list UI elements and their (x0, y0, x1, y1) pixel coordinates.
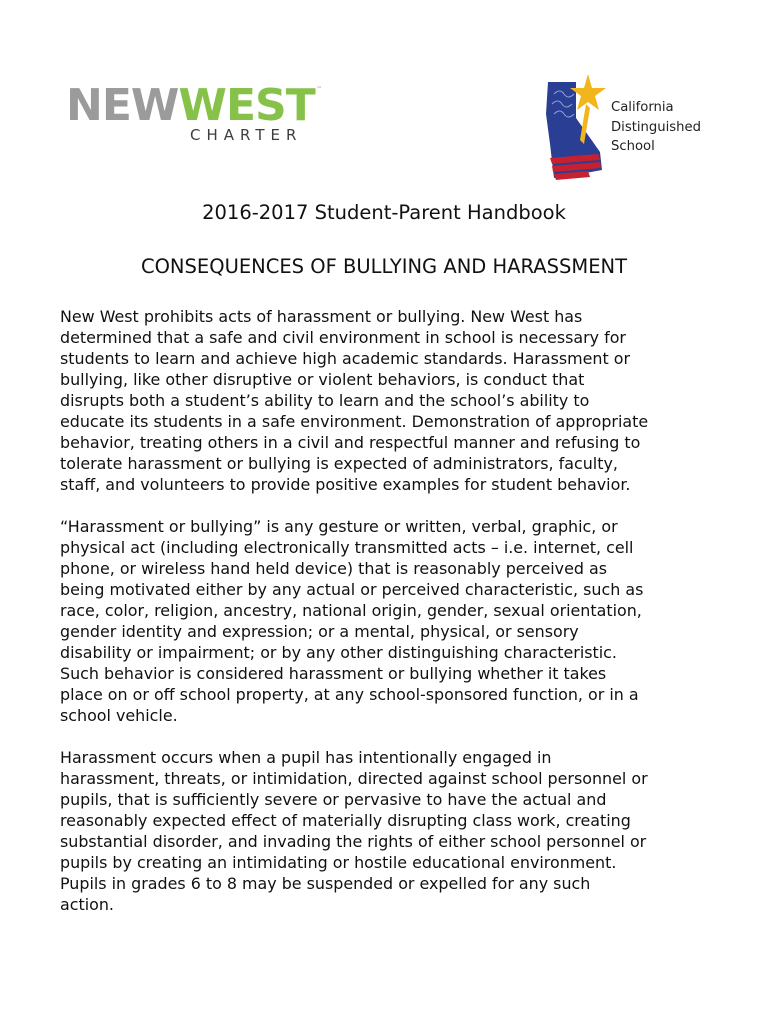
text-line: tolerate harassment or bullying is expected of administrators, faculty, (60, 454, 618, 473)
text-line: phone, or wireless hand held device) that is reasonably perceived as (60, 559, 608, 578)
text-line: bullying, like other disruptive or violent behaviors, is conduct that (60, 370, 585, 389)
text-line: pupils, that is sufficiently severe or pervasive to have the actual and (60, 790, 607, 809)
text-line: Such behavior is considered harassment or bullying whether it takes (60, 664, 607, 683)
text-line: harassment, threats, or intimidation, directed against school personnel or (60, 769, 648, 788)
award-line-3: School (611, 139, 655, 154)
award-line-1: California (611, 100, 674, 115)
text-line: disrupts both a student’s ability to learn and the school’s ability to (60, 391, 590, 410)
paragraph-2 (60, 516, 720, 726)
text-line: pupils by creating an intimidating or hostile educational environment. (60, 853, 617, 872)
text-line: disability or impairment; or by any other distinguishing characteristic. (60, 643, 617, 662)
text-line: students to learn and achieve high academic standards. Harassment or (60, 349, 630, 368)
document-title: 2016-2017 Student-Parent Handbook (202, 201, 566, 224)
body-text (60, 306, 720, 936)
text-line: place on or off school property, at any school-sponsored function, or in a (60, 685, 639, 704)
text-line: behavior, treating others in a civil and respectful manner and refusing to (60, 433, 641, 452)
california-distinguished-school-logo (540, 74, 720, 186)
trademark-symbol: ™ (316, 86, 322, 93)
text-line: being motivated either by any actual or perceived characteristic, such as (60, 580, 644, 599)
text-line: Harassment occurs when a pupil has intentionally engaged in (60, 748, 552, 767)
new-west-charter-logo (66, 80, 326, 146)
section-heading: CONSEQUENCES OF BULLYING AND HARASSMENT (140, 255, 628, 278)
text-line: reasonably expected effect of materially disrupting class work, creating (60, 811, 631, 830)
text-line: substantial disorder, and invading the rights of either school personnel or (60, 832, 647, 851)
text-line: educate its students in a safe environment. Demonstration of appropriate (60, 412, 649, 431)
text-line: school vehicle. (60, 706, 178, 725)
award-line-2: Distinguished (611, 119, 701, 135)
california-seal-icon (540, 74, 610, 186)
text-line: “Harassment or bullying” is any gesture or written, verbal, graphic, or (60, 517, 618, 536)
logo-wordmark (66, 80, 315, 131)
text-line: staff, and volunteers to provide positive examples for student behavior. (60, 475, 631, 494)
text-line: New West prohibits acts of harassment or bullying. New West has (60, 307, 583, 326)
text-line: action. (60, 895, 114, 914)
award-text (611, 98, 701, 157)
text-line: gender identity and expression; or a mental, physical, or sensory (60, 622, 579, 641)
text-line: determined that a safe and civil environment in school is necessary for (60, 328, 626, 347)
logo-subtitle: CHARTER (190, 126, 303, 144)
text-line: physical act (including electronically transmitted acts – i.e. internet, cell (60, 538, 634, 557)
paragraph-3 (60, 747, 720, 915)
text-line: race, color, religion, ancestry, national origin, gender, sexual orientation, (60, 601, 642, 620)
logo-word-west: WEST (178, 80, 315, 131)
logo-word-new: NEW (66, 80, 179, 131)
paragraph-1 (60, 306, 720, 495)
text-line: Pupils in grades 6 to 8 may be suspended or expelled for any such (60, 874, 591, 893)
